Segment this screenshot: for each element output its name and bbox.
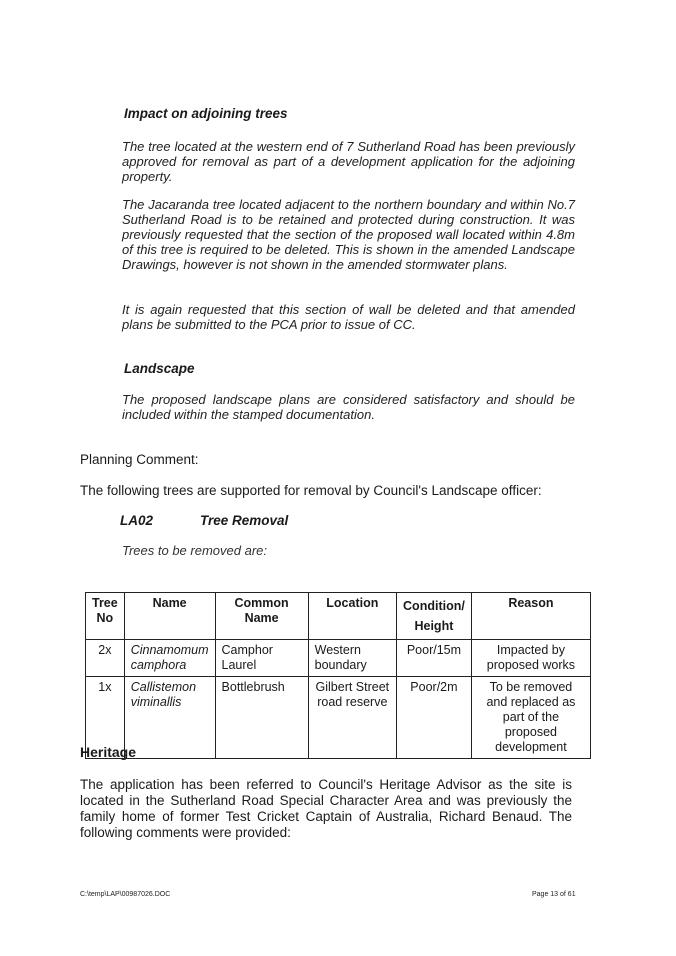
table-header-row xyxy=(86,593,591,640)
cell-condition: Poor/2m xyxy=(397,677,472,759)
cell-location: Western boundary xyxy=(308,640,396,677)
cell-name: Cinnamomum camphora xyxy=(124,640,215,677)
impact-paragraph-3: It is again requested that this section of wall be deleted and that amended plans be submitted to the PCA prior to issue of CC. xyxy=(122,302,575,332)
table-row xyxy=(86,677,591,759)
header-tree-no: Tree No xyxy=(86,593,125,640)
heritage-paragraph: The application has been referred to Council's Heritage Advisor as the site is located in the Sutherland Road Special Character Area and was previously the family home of former Test Cricket Captain of Australia, Richard Benaud. The following comments were provided: xyxy=(80,777,572,840)
cell-common-name: Camphor Laurel xyxy=(215,640,308,677)
tree-removal-table xyxy=(85,592,591,759)
cell-condition: Poor/15m xyxy=(397,640,472,677)
header-condition-height: Condition/ Height xyxy=(397,593,472,640)
cell-common-name: Bottlebrush xyxy=(215,677,308,759)
landscape-heading: Landscape xyxy=(124,361,195,376)
table-row xyxy=(86,640,591,677)
header-common-name: Common Name xyxy=(215,593,308,640)
planning-comment-label: Planning Comment: xyxy=(80,452,199,467)
header-location: Location xyxy=(308,593,396,640)
impact-paragraph-1: The tree located at the western end of 7 Sutherland Road has been previously approved for removal as part of a development application for the adjoining property. xyxy=(122,139,575,184)
impact-paragraph-2: The Jacaranda tree located adjacent to the northern boundary and within No.7 Sutherland Road is to be retained and protected during construction. It was previously requested that the section of the proposed wall located within 4.8m of this tree is required to be deleted. This is shown in the amended Landscape Drawings, however is not shown in the amended stormwater plans. xyxy=(122,197,575,272)
trees-supported-text: The following trees are supported for removal by Council's Landscape officer: xyxy=(80,483,542,498)
cell-reason: To be removed and replaced as part of the proposed development xyxy=(471,677,590,759)
cell-tree-no: 2x xyxy=(86,640,125,677)
cell-name: Callistemon viminallis xyxy=(124,677,215,759)
cell-reason: Impacted by proposed works xyxy=(471,640,590,677)
trees-intro-text: Trees to be removed are: xyxy=(122,543,267,558)
landscape-paragraph: The proposed landscape plans are considered satisfactory and should be included within the stamped documentation. xyxy=(122,392,575,422)
header-reason: Reason xyxy=(471,593,590,640)
footer-file-path: C:\temp\LAP\00987026.DOC xyxy=(80,891,171,898)
impact-heading: Impact on adjoining trees xyxy=(124,106,288,121)
heritage-heading: Heritage xyxy=(80,744,137,760)
footer-page-number: Page 13 of 61 xyxy=(532,891,576,898)
condition-code: LA02 xyxy=(120,513,154,528)
cell-location: Gilbert Street road reserve xyxy=(308,677,396,759)
header-name: Name xyxy=(124,593,215,640)
condition-title: Tree Removal xyxy=(200,513,289,528)
cell-tree-no: 1x xyxy=(86,677,125,759)
